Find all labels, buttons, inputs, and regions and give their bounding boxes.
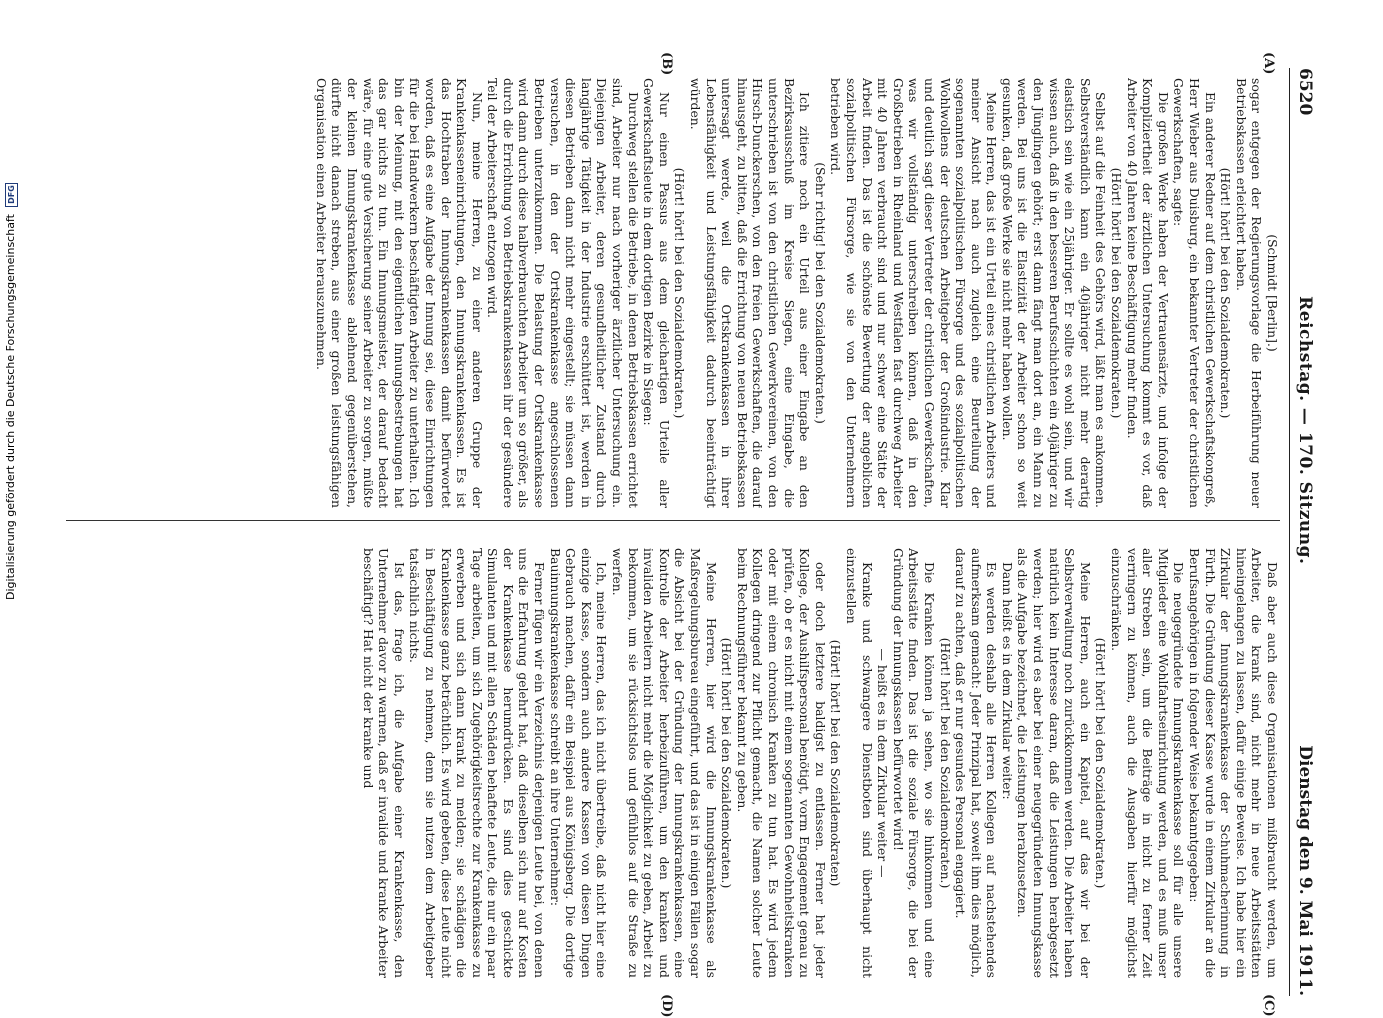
interjection: (Hört! hört! bei den Sozialdemokraten.)	[937, 637, 953, 889]
interjection: (Hört! hört! bei den Sozialdemokraten.)	[672, 167, 688, 419]
credit-text: Digitalisierung gefördert durch die Deutsche Forschungsgemeinschaft	[4, 214, 17, 600]
column-divider	[66, 520, 1280, 521]
paragraph: Die Kranken können ja sehen, wo sie hinkommen und eine Arbeitsstätte finden. Das ist die soziale Fürsorge, die bei der Gründung der Innungskassen befürwortet wird!	[890, 548, 937, 978]
quotation: Die großen Werke haben der Vertrauensärzte, und infolge der Kompliziertheit der ärztlichen Untersuchung kommt es vor, daß Arbeiter von 40 Jahren keine Beschäftigung mehr finden.	[1124, 78, 1171, 508]
paragraph: Dann heißt es in dem Zirkular weiter:	[999, 562, 1015, 800]
digitization-credit	[4, 183, 18, 600]
paragraph: Ich zitiere noch ein Urteil aus einer Eingabe an den Bezirksausschuß im Kreise Siegen, eine Eingabe, die unterschrieben ist von den christlichen Gewerkvereinen, von den Hirsch-Dunckerschen, von den freien Gewerkschaften, die darauf hinausgeht, zu bitten, daß die Errichtung von neuen Betriebskassen untersagt werde, weil die Ortskrankenkassen in ihrer Lebensfähigkeit und Leistungsfähigkeit dadurch beeinträchtigt würden.	[688, 78, 813, 508]
interjection: (Hört! hört! bei den Sozialdemokraten.)	[1093, 637, 1109, 889]
page-number: 6520	[1295, 68, 1315, 116]
paragraph: Ist das, frage ich, die Aufgabe einer Krankenkasse, den Unternehmer davor zu warnen, daß er invalide und kranke Arbeiter beschäftigt? Hat nicht der kranke und	[360, 548, 407, 978]
paragraph: Ich, meine Herren, das ich nicht übertreibe, daß nicht hier eine einzige Kasse, sondern auch andere Kassen von diesen Dingen Gebrauch machen, dafür ein Beispiel aus Königsberg. Die dortige Bauinnungskrankenkasse schreibt an ihre Unternehmer:	[547, 548, 610, 978]
page-date: Dienstag den 9. Mai 1911.	[1295, 745, 1315, 996]
quotation: Die neugegründete Innungskrankenkasse soll für alle unsere Mitglieder eine Wohlfahrtseinrichtung werden, und es muß unser aller Streben sein, um die Beiträge in nicht zu ferner Zeit verringern zu können, auch die Ausgaben hierfür möglichst einzuschränken.	[1109, 548, 1187, 978]
interjection: (Hört! hört! bei den Sozialdemokraten)	[828, 639, 844, 887]
interjection: (Hört! hört! bei den Sozialdemokraten.)	[1109, 167, 1125, 419]
paragraph: sogar entgegen der Regierungsvorlage die Herbeiführung neuer Betriebskassen erleichtert haben.	[1233, 78, 1265, 508]
left-text-column	[64, 78, 1280, 508]
quotation: Durchweg stellen die Betriebe, in denen Betriebskassen errichtet sind, Arbeiter nur nach vorheriger ärztlicher Untersuchung ein. Diejenigen Arbeiter, deren gesundheitlicher Zustand durch langjährige Tätigkeit in der Industrie erschüttert ist, werden in diesen Betrieben dann nicht mehr eingestellt; sie müssen dann versuchen, in den der Ortskrankenkasse angeschlossenen Betrieben unterzukommen. Die Belastung der Ortskrankenkasse wird dann durch diese halbverbrauchten Arbeiter um so größer, als durch die Errichtung von Betriebskrankenkassen ihr der gesündere Teil der Arbeiterschaft entzogen wird.	[485, 78, 641, 508]
paragraph: Nun, meine Herren, zu einer anderen Gruppe der Krankenkasseneinrichtungen, den Innungskrankenkassen. Es ist das Hochtraben der Innungskrankenkassen damit befürwortet worden, daß es eine Aufgabe der Innung sei, diese Einrichtungen für die bei Handwerkern beschäftigten Arbeiter zu unterhalten. Ich bin der Meinung, mit den eigentlichen Innungsbestrebungen hat das gar nichts zu tun. Ein Innungsmeister, der darauf bedacht wäre, für eine gute Versicherung seiner Arbeiter zu sorgen, müßte der kleinen Innungskrankenkasse ablehnend gegenüberstehen, dürfte nicht danach streben, aus einer großen leistungsfähigen Organisation einen Arbeiter herauszunehmen.	[313, 78, 485, 508]
page-title: Reichstag. — 170. Sitzung.	[1295, 296, 1315, 565]
dfg-logo: DFG	[5, 183, 18, 207]
quotation: Selbst auf die Feinheit des Gehörs wird, läßt man es ankommen. Selbstverständlich kann ein 40jähriger nicht mehr derartig elastisch sein wie ein 25jähriger. Er sollte es wohl sein, und wir wissen auch, daß in den besseren Berufsschichten ein 40jähriger zu den Jünglingen gehört; erst dann fängt man dort an, ein Mann zu werden. Bei uns ist die Elastizität der Arbeiter schon so weit gesunken, daß große Werke sie nicht mehr haben wollen.	[999, 78, 1109, 508]
interjection: (Hört! hört! bei den Sozialdemokraten.)	[1218, 167, 1234, 419]
quotation: Es werden deshalb alle Herren Kollegen auf nachstehendes aufmerksam gemacht: Jeder Prinzipal hat, soweit ihm dies möglich, darauf zu achten, daß er nur gesundes Personal engagiert.	[953, 548, 1000, 978]
paragraph: Nur einen Passus aus dem gleichartigen Urteile aller Gewerkschaftsleute in dem dortigen Bezirke in Siegen:	[641, 78, 672, 508]
margin-marker-a: (A)	[1261, 52, 1276, 75]
interjection: (Sehr richtig! bei den Sozialdemokraten.)	[812, 162, 828, 424]
margin-marker-b: (B)	[659, 52, 674, 76]
quotation: oder doch letztere baldigst zu entlassen. Ferner hat jeder Kollege, der Aushilfspersonal benötigt, vorm Engagement genau zu prüfen, ob er es nicht mit einem sogenannten Gewohnheitskranken oder mit einem chronisch Kranken zu tun hat. Es wird jedem Kollegen dringend zur Pflicht gemacht, die Namen solcher Leute beim Rechnungsführer bekannt zu geben.	[734, 548, 828, 978]
rotated-page-scan	[60, 52, 1320, 1018]
quotation: Ferner fügen wir ein Verzeichnis derjenigen Leute bei, von denen uns die Erfahrung gelehrt hat, daß dieselben sich nur auf Kosten der Krankenkasse herumdrücken. Es sind dies geschickte Simulanten und mit allen Schäden behaftete Leute, die nur ein paar Tage arbeiten, um sich Zugehörigkeitsrechte zur Krankenkasse zu erwerben und sich dann krank zu melden; sie schädigen die Krankenkasse ganz beträchtlich. Es wird gebeten, diese Leute nicht in Beschäftigung zu nehmen, denn sie nutzen dem Arbeitgeber tatsächlich nichts.	[407, 548, 548, 978]
paragraph: Meine Herren, auch ein Kapitel, auf das wir bei der Selbstverwaltung noch zurückkommen werden. Die Arbeiter haben natürlich kein Interesse daran, daß die Leistungen herabgesetzt werden; hier wird es aber bei einer neugegründeten Innungskasse als die Aufgabe bezeichnet, die Leistungen herabzusetzen.	[1015, 548, 1093, 978]
margin-marker-c: (C)	[1261, 994, 1276, 1017]
quotation: Kranke und schwangere Dienstboten sind überhaupt nicht einzustellen	[843, 548, 875, 978]
document-page	[60, 52, 1320, 1018]
right-text-column	[64, 548, 1280, 978]
paragraph: Meine Herren, das ist ein Urteil eines christlichen Arbeiters und meiner Ansicht nach auch zugleich eine Beurteilung der sogenannten sozialpolitischen Fürsorge und des sozialpolitischen Wohlwollens der deutschen Arbeitgeber der Großindustrie. Klar und deutlich sagt dieser Vertreter der christlichen Gewerkschaften, was wir vollständig unterschreiben können, daß in den Großbetrieben in Rheinland und Westfalen fast durchweg Arbeiter mit 40 Jahren verbraucht sind und nur schwer eine Stätte der Arbeit finden. Das ist die schönste Bewertung der angeblichen sozialpolitischen Fürsorge, wie sie von den Unternehmern betrieben wird.	[828, 78, 1000, 508]
paragraph: Ein anderer Redner auf dem christlichen Gewerkschaftskongreß, Herr Wieber aus Duisburg, ein bekannter Vertreter der christlichen Gewerkschaften, sagte:	[1171, 78, 1218, 508]
paragraph: (Schmidt [Berlin].)	[1265, 234, 1280, 352]
paragraph: Daß aber auch diese Organisationen mißbraucht werden, um Arbeiter, die krank sind, nicht mehr in neue Arbeitsstätten hineingelangen zu lassen, dafür einige Beweise. Ich habe hier ein Zirkular der Innungskrankenkasse der Schuhmacherinnung in Fürth. Die Gründung dieser Kasse wurde in einem Zirkular an die Berufsangehörigen in folgender Weise bekanntgegeben:	[1187, 548, 1280, 978]
paragraph: — heißt es in dem Zirkular weiter —	[875, 648, 891, 878]
page-header	[1289, 68, 1320, 996]
interjection: (Hört! hört! bei den Sozialdemokraten.)	[719, 637, 735, 889]
paragraph: Meine Herren, hier wird die Innungskrankenkasse als Maßregelungsbureau eingeführt, und das ist in einigen Fällen sogar die Absicht bei der Gründung der Innungskrankenkassen, eine Kontrolle der Arbeiter herbeizuführen, um den kranken und invaliden Arbeitern nicht mehr die Möglichkeit zu geben, Arbeit zu bekommen, um sie rücksichtslos und gefühllos auf die Straße zu werfen.	[610, 548, 719, 978]
margin-marker-d: (D)	[659, 994, 674, 1018]
